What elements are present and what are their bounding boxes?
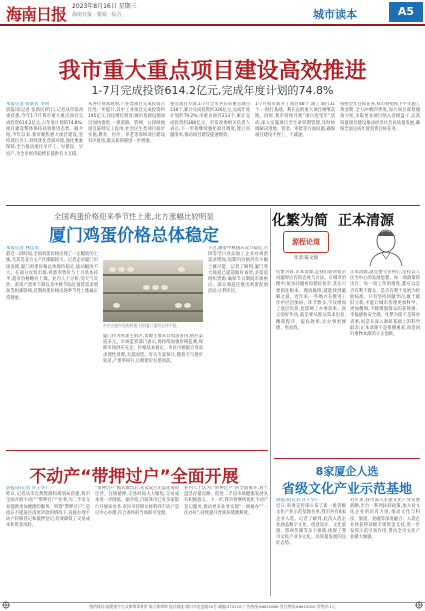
story3-text-1: 昨日,记者从市自然资源和规划局获悉,我市全面开展不动产“带押过户”业务,为二手房交易提供更加便捷的服务。所谓“带押过户”,是指在不提前还清原贷款的情况下,直接办理不动产转移登记和抵押登记,有效降低了交易成本和资金风险。	[6, 492, 90, 529]
story3-byline: 晨报讯(记者 许子华)	[6, 486, 47, 491]
lead-column-4: 1-7月我市新开工项目48个,竣工项目31个,一批打基础、利长远的重大项目相继落地。同时,我市持续开展“项目攻坚年”活动,深入实施项目全生命周期管理,及时协调解决用地、资金、审批等方面问题,确保项目建设不停工、不减速。	[255, 102, 335, 139]
registration-mark-icon	[2, 601, 10, 609]
story4-text-1: 近日,省委宣传部公布了新一批省级文化产业示范基地名单,我市共有8家企业入选。记者了解到,此次入选企业涵盖数字文化、创意设计、文化旅游、影视传媒等多个领域,体现了我市文化产业多元化、高质量发展的良好态势。	[276, 504, 346, 547]
lead-column-3: 重点项目方面,1-7月全市共有省重点项目138个,累计完成投资约326亿元,完成年度计划的79.2%;市重点项目213个,累计完成投资约288亿元。市发改委相关负责人表示,下一步将继续强化项目调度,建立问题清单,推动项目建设提速增效。	[170, 102, 250, 139]
issue-sub: 海南日报 · 要闻 · 综合	[72, 12, 122, 18]
newspaper-logo: 海南日报	[6, 5, 67, 24]
columnist-block	[283, 231, 329, 265]
lead-column-2: 从各行业领域看,产业类项目完成投资占比进一步提升,其中工业项目完成投资约195亿元,同比增长明显;城市基础设施项目加快推进,一批道路、管网、公园绿地项目陆续完工投用;社会民生类项目稳步实施,教育、医疗、养老等领域项目建设有序推进,群众获得感进一步增强。	[88, 102, 165, 145]
column-divider	[270, 208, 271, 596]
issue-date: 2023年8月16日 星期三	[72, 3, 137, 10]
commentary-column-1: 化繁为简,正本清源,是我们面对复杂问题时应有的态度与方法。在城市治理中,很多问题看似错综复杂,其实只要抓住根本、理清脉络,就能找到破解之道。近年来,一些地方在推进工作中层层加码、环节繁多,不仅增加了基层负担,也影响了办事效率。真正的好作风,就是要从群众需求出发,精简程序、提高效率,让办事更便捷、更高效。	[276, 270, 346, 331]
story4-kicker: 8家厦企人选	[315, 465, 379, 478]
lead-column-5: 按照全年目标任务,我市将抢抓下半年施工黄金期,全力冲刺四季度,加大项目谋划储备力度,争取更多项目纳入省级盘子,以高质量项目建设推动经济社会高质量发展,确保全面完成年度投资目标任务。	[340, 102, 420, 132]
lead-column-1	[6, 102, 83, 202]
lead-subhead: 1-7月完成投资614.2亿元,完成年度计划的74.8%	[91, 84, 334, 97]
egg-photo-caption: 市民在超市选购鸡蛋,目前厦门蛋价总体平稳。	[103, 323, 181, 328]
commentary-column-2: 正本清源,就是要守住初心,坚持以人民为中心的发展思想。每一项政策的出台、每一项工作的推进,都应以是否有利于群众、是否有利于发展为检验标准。只有坚持问题导向,敢于破旧立新,才能让城市治理更加科学、更加精细,不断增强群众的获得感、幸福感和安全感。化繁为简不是简单省事,而是在深入调研基础上的科学取舍;正本清源不是推倒重来,而是回归事物本源的守正创新。	[350, 270, 420, 338]
page-number: A5	[389, 2, 423, 22]
column-seal: 源程论道	[283, 231, 329, 253]
egg-kicker: 全国鸡蛋价格迎来季节性上涨,北方涨幅比较明显	[54, 212, 214, 221]
egg-text-1: 最近一段时间,全国鸡蛋价格出现了一定幅度的上涨,尤其是北方主产区涨幅较大。记者走访厦门市场发现,厦门鸡蛋价格总体保持稳定,波动幅度不大。在部分农贸市场,鸡蛋零售价与上月基本持平;超市价格略有上调。业内人士分析,受天气炎热、蛋鸡产蛋率下降以及中秋节临近备货需求增加等因素影响,近期鸡蛋价格出现季节性上涨属正常现象。	[6, 252, 98, 301]
egg-photo	[103, 260, 203, 322]
egg-headline: 厦门鸡蛋价格总体稳定	[49, 226, 219, 246]
egg-column-2: 厦门作为鸡蛋主销区,货源主要来自周边省份,供应渠道多元。市场监管部门表示,将持续加强价格监测,保障市场供应充足、价格基本稳定。市民可根据自身需求理性消费,无需囤货。有关专家预计,随着天气逐步转凉,产蛋率回升,后期蛋价有望回落。	[103, 334, 203, 364]
lead-text-1: 晨报讯(记者 张新民)昨日,记者从市发改委获悉,今年1-7月我市重大重点项目完成投资614.2亿元,占年度计划的74.8%,项目建设整体保持高效推进态势。据介绍,今年以来,我市聚焦重大项目建设,坚持项目为王,持续优化营商环境,强化要素保障,全力推动项目早开工、早建设、早投产,为全市经济稳增长提供有力支撑。	[6, 108, 83, 157]
story3-column-3: 业内人士认为,“带押过户”的全面推开,对于盘活存量房源、促进二手房市场健康发展具有积极意义。下一步,我市将继续优化不动产登记服务,推动更多业务实现“一网通办”“一次办好”,持续提升营商环境便利度。	[184, 486, 268, 516]
story4-byline: 晨报讯(记者 许子华)	[276, 498, 317, 503]
egg-column-1	[6, 246, 98, 442]
story3-column-2: “带押过户”模式推出后,买卖双方无需先筹资还贷、注销抵押,交易时间大大缩短,交易成本进一步降低。据介绍,目前我市已有多家银行开展该业务,市民可持相关材料到不动产登记中心办理,符合条件的当场即可受理。	[95, 486, 179, 516]
registration-mark-icon-right	[415, 601, 423, 609]
story3-column-1	[6, 486, 90, 598]
section-divider	[6, 205, 420, 206]
section-name: 城市读本	[313, 8, 357, 21]
commentary-title-2: 正本清源	[338, 213, 394, 229]
dateline	[72, 3, 137, 19]
commentary-title-1: 化繁为简	[272, 213, 328, 229]
story4-column-1	[276, 498, 346, 598]
masthead	[0, 0, 425, 26]
lead-headline: 我市重大重点项目建设高效推进	[58, 59, 367, 84]
egg-column-3: 不过,随着中秋国庆双节临近,月饼等节日食品加工企业对鸡蛋需求增加,短期内价格仍有小幅上涨可能。记者了解到,厦门各大商超已提前做好备货,多渠道组织货源,确保节日期间市场供应。部分商超还推出鸡蛋促销活动,让利市民。	[208, 246, 268, 295]
story3-headline: 不动产“带押过户”全面开展	[29, 467, 239, 487]
page-footer: 签约顾问:福建重宇合众律师事务所 陈立新律师 报社地址:海口市金盘路30号 邮编:570216 广告热线:66810666 发行热线:66810000 零售价:1元	[0, 602, 425, 611]
lead-byline: 本报记者 张新民 李明	[6, 102, 50, 107]
column-author: 作者:陈文锦	[293, 256, 319, 261]
egg-byline: 本报记者 林佳琪	[6, 246, 39, 251]
story4-divider	[274, 458, 420, 459]
story4-column-2: 近年来,我市深入实施文化产业发展战略,出台一系列扶持政策,加大对文化企业的培育力度,推动文化与科技、旅游、金融等深度融合。入选企业将获得省级专项资金支持,进一步发挥示范引领作用,带动全市文化产业做大做强。	[350, 498, 420, 541]
columnist-portrait-icon	[360, 226, 412, 266]
story3-divider	[6, 450, 268, 451]
story4-headline: 省级文化产业示范基地	[281, 482, 412, 497]
